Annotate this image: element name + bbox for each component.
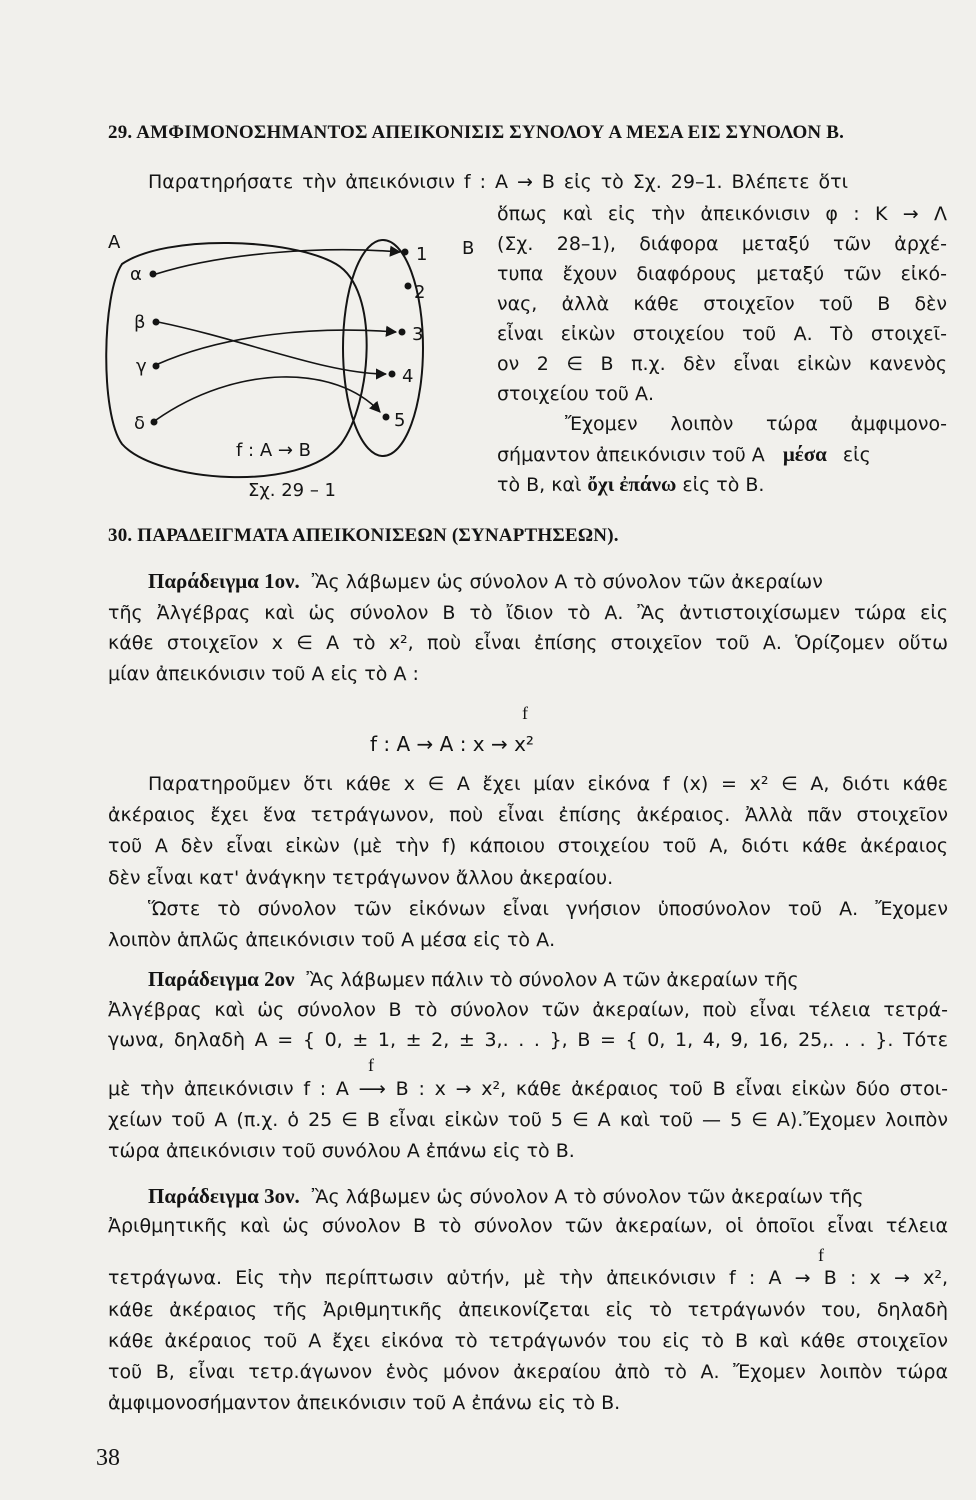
ex1-formula-f-mark: f	[522, 703, 528, 723]
dot-alpha	[150, 271, 157, 278]
section-30-heading: 30. ΠΑΡΑΔΕΙΓΜΑΤΑ ΑΠΕΙΚΟΝΙΣΕΩΝ (ΣΥΝΑΡΤΗΣΕΩΝ).	[108, 525, 619, 546]
page-number: 38	[96, 1445, 120, 1471]
ex2-line-6: τώρα ἀπεικόνισιν τοῦ συνόλου Α ἐπάνω εἰς τὸ Β.	[108, 1140, 575, 1162]
element-gamma: γ	[136, 356, 147, 377]
ex1-line-5: Παρατηροῦμεν ὅτι κάθε x ∈ A ἔχει μίαν εἰκόνα f (x) = x² ∈ A, διότι κάθε	[148, 773, 948, 795]
ex2-first-line	[148, 967, 948, 992]
element-2: 2	[414, 282, 426, 303]
s29-line-11	[497, 472, 764, 497]
ex3-title: Παράδειγμα 3ον.	[148, 1184, 300, 1208]
ex1-title: Παράδειγμα 1ον.	[148, 569, 300, 593]
ex3-line-3: τετράγωνα. Εἰς τὴν περίπτωσιν αὐτήν, μὲ τὴν ἀπεικόνισιν f : A → B : x → x²,	[108, 1267, 948, 1289]
arrow-delta-5	[156, 377, 380, 420]
ex2-f-mark: f	[368, 1055, 374, 1075]
ex3-line-6: τοῦ Β, εἶναι τετρ.άγωνον ἑνὸς μόνον ἀκεραίου ἀπὸ τὸ Α. Ἔχομεν λοιπὸν τώρα	[108, 1361, 948, 1383]
map-label: f : A → B	[236, 440, 312, 461]
set-b-oval	[343, 240, 426, 456]
arrow-gamma-3	[158, 330, 396, 364]
element-5: 5	[394, 410, 406, 431]
dot-2	[405, 283, 412, 290]
dot-1	[402, 249, 409, 256]
s29-line-8: στοιχείου τοῦ Α.	[497, 383, 655, 405]
a-elements	[130, 264, 160, 434]
ex1-formula: f : A → A : x → x²	[370, 732, 534, 756]
s29-line-5: νας, ἀλλὰ κάθε στοιχεῖον τοῦ Β δὲν	[497, 293, 947, 315]
element-1: 1	[416, 244, 428, 265]
ex2-line-1: Ἂς λάβωμεν πάλιν τὸ σύνολον Α τῶν ἀκεραίων τῆς	[306, 969, 799, 991]
s29-bold-mesa: μέσα	[782, 442, 827, 466]
ex2-title: Παράδειγμα 2ον	[148, 967, 295, 991]
s29-bold-oxi-epano: ὄχι ἐπάνω	[587, 472, 677, 496]
ex1-line-7: τοῦ Α δὲν εἶναι εἰκὼν (μὲ τὴν f) κάποιου στοιχείου τοῦ Α, διότι κάθε ἀκέραιος	[108, 835, 948, 857]
ex2-line-3: γωνα, δηλαδὴ A = { 0, ± 1, ± 2, ± 3,. . . }, B = { 0, 1, 4, 9, 16, 25,. . . }. Τότε	[108, 1029, 948, 1051]
s29-line-2: ὅπως καὶ εἰς τὴν ἀπεικόνισιν φ : K → Λ	[497, 203, 947, 225]
element-delta: δ	[134, 413, 146, 434]
ex3-f-mark: f	[818, 1245, 824, 1265]
s29-line-9: Ἔχομεν λοιπὸν τώρα ἀμφιμονο-	[565, 413, 947, 435]
s29-line-3: (Σχ. 28–1), διάφορα μεταξύ τῶν ἀρχέ-	[497, 233, 947, 255]
ex1-line-2: τῆς Ἀλγέβρας καὶ ὡς σύνολον Β τὸ ἴδιον τὸ Α. Ἂς ἀντιστοιχίσωμεν τώρα εἰς	[108, 602, 948, 624]
ex3-line-1: Ἂς λάβωμεν ὡς σύνολον Α τὸ σύνολον τῶν ἀκεραίων τῆς	[311, 1186, 864, 1208]
s29-line-11-post: εἰς τὸ Β.	[682, 474, 765, 496]
ex1-line-9: Ὥστε τὸ σύνολον τῶν εἰκόνων εἶναι γνήσιον ὑποσύνολον τοῦ Α. Ἔχομεν	[148, 898, 948, 920]
s29-line-4: τυπα ἔχουν διαφόρους μεταξύ τῶν εἰκό-	[497, 263, 947, 285]
ex3-line-2: Ἀριθμητικῆς καὶ ὡς σύνολον Β τὸ σύνολον τῶν ἀκεραίων, οἱ ὁποῖοι εἶναι τέλεια	[108, 1215, 948, 1237]
ex3-line-7: ἀμφιμονοσήμαντον ἀπεικόνισιν τοῦ Α ἐπάνω εἰς τὸ Β.	[108, 1392, 621, 1414]
ex1-line-8: δὲν εἶναι κατ' ἀνάγκην τετράγωνον ἄλλου ἀκεραίου.	[108, 867, 614, 889]
ex1-first-line	[148, 569, 948, 594]
s29-line-10-eis: εἰς	[842, 444, 871, 466]
dot-4	[389, 371, 396, 378]
mapping-arrows	[156, 250, 400, 420]
ex3-first-line	[148, 1184, 948, 1209]
ex2-line-2: Ἀλγέβρας καὶ ὡς σύνολον Β τὸ σύνολον τῶν ἀκεραίων, ποὺ εἶναι τέλεια τετρά-	[108, 999, 948, 1021]
element-alpha: α	[130, 264, 142, 285]
element-3: 3	[412, 324, 424, 345]
set-a-label: A	[108, 232, 121, 253]
ex2-line-5: χείων τοῦ Α (π.χ. ὁ 25 ∈ B εἶναι εἰκὼν τοῦ 5 ∈ A καὶ τοῦ — 5 ∈ A).Ἔχομεν λοιπὸν	[108, 1109, 948, 1131]
ex3-line-5: κάθε ἀκέραιος τοῦ Α ἔχει εἰκόνα τὸ τετράγωνόν του εἰς τὸ Β καὶ κάθε στοιχεῖον	[108, 1330, 948, 1352]
set-b-label: B	[462, 238, 475, 259]
ex1-line-10: λοιπὸν ἁπλῶς ἀπεικόνισιν τοῦ Α μέσα εἰς τὸ Α.	[108, 929, 556, 951]
dot-5	[383, 414, 390, 421]
s29-line-11-pre: τὸ Β, καὶ	[497, 474, 582, 496]
dot-3	[399, 329, 406, 336]
ex2-line-4: μὲ τὴν ἀπεικόνισιν f : A ⟶ B : x → x², κάθε ἀκέραιος τοῦ Β εἶναι εἰκὼν δύο στοι-	[108, 1078, 948, 1100]
ex1-line-6: ἀκέραιος ἔχει ἕνα τετράγωνον, ποὺ εἶναι ἐπίσης ἀκέραιος. Ἀλλὰ πᾶν στοιχεῖον	[108, 804, 948, 826]
ex3-line-4: κάθε ἀκέραιος τῆς Ἀριθμητικῆς ἀπεικονίζεται εἰς τὸ τετράγωνόν του, δηλαδὴ	[108, 1299, 948, 1321]
section-29-heading: 29. ΑΜΦΙΜΟΝΟΣΗΜΑΝΤΟΣ ΑΠΕΙΚΟΝΙΣΙΣ ΣΥΝΟΛΟΥ Α ΜΕΣΑ ΕΙΣ ΣΥΝΟΛΟΝ Β.	[108, 122, 845, 143]
ex1-line-4: μίαν ἀπεικόνισιν τοῦ Α εἰς τὸ Α :	[108, 663, 419, 685]
element-beta: β	[134, 312, 146, 333]
element-4: 4	[402, 366, 414, 387]
s29-line-7: ον 2 ∈ B π.χ. δὲν εἶναι εἰκὼν κανενὸς	[497, 353, 947, 375]
b-elements	[383, 244, 428, 431]
s29-line-10-text: σήμαντον ἀπεικόνισιν τοῦ Α	[497, 444, 765, 466]
s29-line-10	[497, 442, 947, 467]
s29-line-1: Παρατηρήσατε τὴν ἀπεικόνισιν f : A → B εἰς τὸ Σχ. 29–1. Βλέπετε ὅτι	[148, 171, 848, 193]
s29-line-6: εἶναι εἰκὼν στοιχείου τοῦ Α. Τὸ στοιχεῖ-	[497, 323, 947, 345]
ex1-line-1: Ἂς λάβωμεν ὡς σύνολον Α τὸ σύνολον τῶν ἀκεραίων	[311, 571, 823, 593]
figure-29-1-diagram	[96, 224, 481, 514]
figure-caption: Σχ. 29 – 1	[248, 480, 337, 501]
ex1-line-3: κάθε στοιχεῖον x ∈ A τὸ x², ποὺ εἶναι ἐπίσης στοιχεῖον τοῦ Α. Ὁρίζομεν οὕτω	[108, 632, 948, 654]
